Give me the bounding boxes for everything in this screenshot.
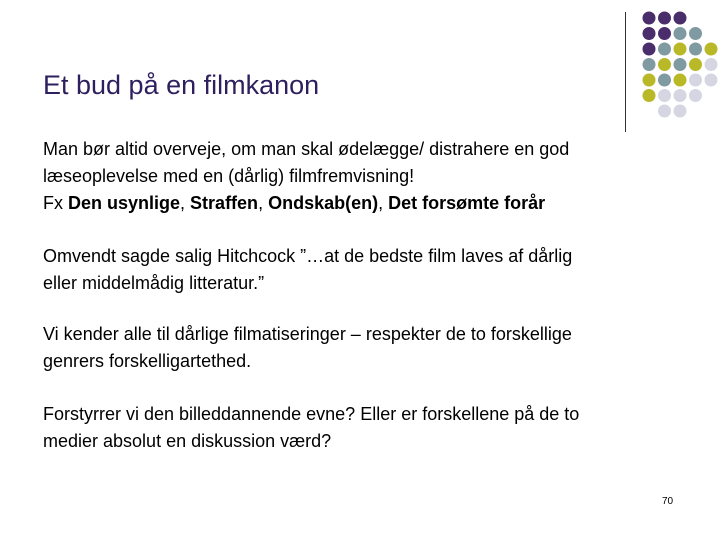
- decorative-dot: [643, 89, 656, 102]
- decorative-dot: [674, 58, 687, 71]
- film-separator: ,: [180, 193, 191, 213]
- film-separator: ,: [258, 193, 269, 213]
- decorative-dot: [674, 105, 687, 118]
- decorative-dot: [674, 74, 687, 87]
- paragraph-line: eller middelmådig litteratur.”: [43, 273, 265, 293]
- decorative-dot: [689, 89, 702, 102]
- decorative-dot: [643, 27, 656, 40]
- decorative-dot: [674, 43, 687, 56]
- paragraph-line: Vi kender alle til dårlige filmatiseringer – respekter de to forskellige: [43, 324, 572, 344]
- decorative-dot: [643, 12, 656, 25]
- paragraph-line: genrers forskelligartethed.: [43, 351, 252, 371]
- decorative-dot: [689, 27, 702, 40]
- paragraph-hitchcock: [43, 243, 683, 297]
- decorative-dot: [643, 43, 656, 56]
- decorative-dot: [705, 74, 718, 87]
- film-title: Den usynlige: [68, 193, 181, 213]
- decorative-dot: [689, 74, 702, 87]
- decorative-dot: [658, 27, 671, 40]
- paragraph-line: læseoplevelse med en (dårlig) filmfremvisning!: [43, 166, 415, 186]
- decorative-dot: [674, 27, 687, 40]
- page-number: 70: [662, 496, 674, 507]
- decorative-dot: [658, 43, 671, 56]
- paragraph-overveje: [43, 136, 683, 217]
- decorative-dot: [658, 12, 671, 25]
- decorative-dot: [689, 58, 702, 71]
- film-separator: ,: [378, 193, 389, 213]
- film-title: Ondskab(en): [268, 193, 379, 213]
- decorative-dot: [658, 89, 671, 102]
- paragraph-filmatiseringer: [43, 321, 683, 375]
- paragraph-line: medier absolut en diskussion værd?: [43, 431, 332, 451]
- decorative-dot: [658, 74, 671, 87]
- decorative-dot: [674, 12, 687, 25]
- decorative-dot: [643, 58, 656, 71]
- paragraph-line: Omvendt sagde salig Hitchcock ”…at de bedste film laves af dårlig: [43, 246, 573, 266]
- decorative-dot: [643, 74, 656, 87]
- paragraph-forstyrrer: [43, 401, 683, 455]
- decorative-dot: [658, 105, 671, 118]
- decorative-dot: [705, 43, 718, 56]
- decorative-dot: [689, 43, 702, 56]
- title-divider-line: [625, 12, 626, 132]
- film-title: Straffen: [190, 193, 259, 213]
- paragraph-line: Man bør altid overveje, om man skal ødelægge/ distrahere en god: [43, 139, 570, 159]
- decorative-dot: [658, 58, 671, 71]
- paragraph-line: Forstyrrer vi den billeddannende evne? Eller er forskellene på de to: [43, 404, 580, 424]
- film-list-prefix: Fx: [43, 193, 68, 213]
- decorative-dot: [705, 58, 718, 71]
- decorative-dot-grid: [0, 0, 720, 130]
- film-title: Det forsømte forår: [388, 193, 546, 213]
- decorative-dot: [674, 89, 687, 102]
- slide-title: Et bud på en filmkanon: [43, 70, 320, 100]
